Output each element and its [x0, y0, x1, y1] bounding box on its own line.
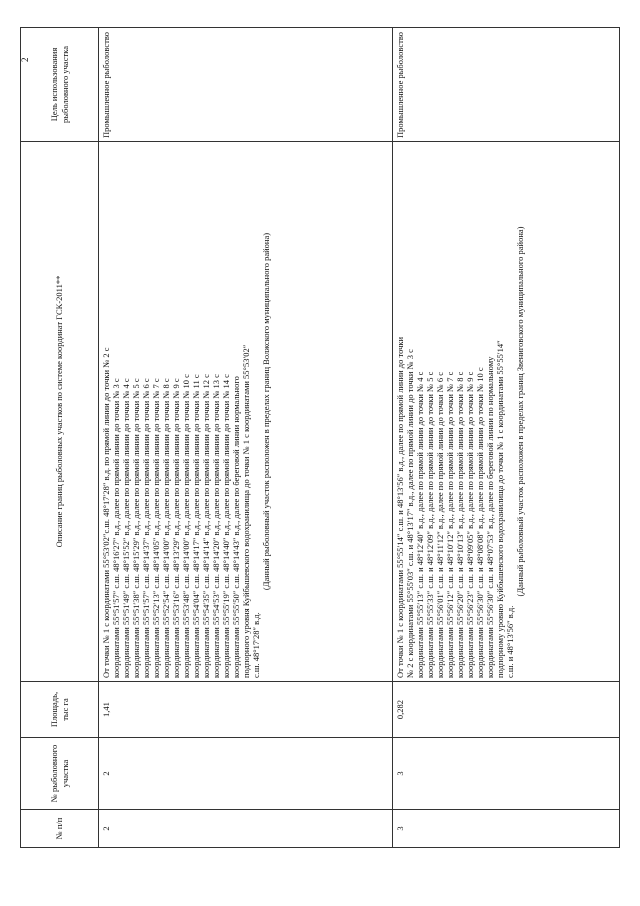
- description-line: № 2 с координатами 55°55′03″ с.ш. и 48°13′17″ в.д., далее по прямой линии до точки № 3 с: [405, 349, 416, 678]
- description-line: координатами 55°55′33″ с.ш. и 48°12′09″ в.д., далее по прямой линии до точки № 5 с: [425, 371, 436, 678]
- location-note: (Данный рыболовный участок расположен в пределах границ Звениговского муниципального района): [515, 226, 526, 597]
- table-row: [99, 28, 393, 848]
- description-line: координатами 55°51′38″ с.ш. 48°15′29″ в.д., далее по прямой линии до точки № 5 с: [131, 378, 142, 678]
- description-line: координатами 55°56′30″ с.ш. и 48°08′08″ в.д., далее по прямой линии до точки № 10 с: [475, 367, 486, 678]
- description-line: координатами 55°53′48″ с.ш. 48°14′00″ в.д., далее по прямой линии до точки № 10 с: [181, 374, 192, 678]
- description-line: подпорного уровня Куйбышевского водохранилища до точки № 1 с координатами 55°53′02″: [241, 344, 252, 678]
- row-site-number: 2: [99, 738, 393, 810]
- description-line: подпорному уровню Куйбышевского водохранилища до точки № 1 с координатами 55°55′14″: [495, 340, 506, 678]
- row-area: 1,41: [99, 682, 393, 738]
- description-line: координатами 55°56′23″ с.ш. и 48°09′05″ в.д., далее по прямой линии до точки № 9 с: [465, 371, 476, 678]
- description-line: координатами 55°56′20″ с.ш. и 48°10′13″ в.д., далее по прямой линии до точки № 8 с: [455, 371, 466, 678]
- description-line: координатами 55°51′49″ с.ш. 48°15′52″ в.д., далее по прямой линии до точки № 4 с: [121, 378, 132, 678]
- row-area: 0,282: [393, 682, 620, 738]
- header-area: Площадь, тыс га: [21, 682, 99, 738]
- description-line: координатами 55°55′13″ с.ш. и 48°12′40″ в.д., далее по прямой линии до точки № 4 с: [415, 371, 426, 678]
- description-line: координатами 55°51′57″ с.ш. 48°16′27″ в.д., далее по прямой линии до точки № 3 с: [111, 378, 122, 678]
- description-line: координатами 55°53′16″ с.ш. 48°13′29″ в.д., далее по прямой линии до точки № 9 с: [171, 378, 182, 678]
- row-purpose: Промышленное рыболовство: [393, 28, 620, 142]
- location-note: (Данный рыболовный участок расположен в пределах границ Волжского муниципального района): [261, 232, 272, 591]
- row-description: [99, 142, 393, 682]
- description-line: координатами 55°54′35″ с.ш. 48°14′14″ в.д., далее по прямой линии до точки № 12 с: [201, 374, 212, 678]
- header-num: № п/п: [21, 810, 99, 848]
- description-line: От точки № 1 с координатами 55°53′02″с.ш. 48°17′28″ в.д. по прямой линии до точки № 2 с: [101, 347, 111, 678]
- row-purpose: Промышленное рыболовство: [99, 28, 393, 142]
- description-line: координатами 55°55′19″ с.ш. 48°14′40″ в.д., далее по прямой линии до точки № 14 с: [221, 374, 232, 678]
- row-num: 2: [99, 810, 393, 848]
- description-line: координатами 55°54′53″ с.ш. 48°14′20″ в.д., далее по прямой линии до точки № 13 с: [211, 374, 222, 678]
- description-line: координатами 55°52′54″ с.ш. 48°14′00″ в.д., далее по прямой линии до точки № 8 с: [161, 378, 172, 678]
- table-header-row: [21, 28, 99, 848]
- description-line: координатами 55°51′57″ с.ш. 48°14′37″ в.д., далее по прямой линии до точки № 6 с: [141, 378, 152, 678]
- description-line: От точки № 1 с координатами 55°55′14″ с.ш. и 48°13′56″ в.д., далее по прямой линии до точки: [395, 336, 406, 678]
- description-line: координатами 55°56′12″ с.ш. и 48°10′12″ в.д., далее по прямой линии до точки № 7 с: [445, 371, 456, 678]
- rotated-page-content: [20, 28, 620, 848]
- header-site-number: № рыболовного участка: [21, 738, 99, 810]
- row-description: [393, 142, 620, 682]
- description-line: координатами 55°54′04″ с.ш. 48°14′17″ в.д., далее по прямой линии до точки № 11 с: [191, 374, 202, 678]
- header-description: Описание границ рыболовных участков по системе координат ГСК-2011**: [21, 142, 99, 682]
- row-num: 3: [393, 810, 620, 848]
- fishing-sites-table: [20, 27, 620, 848]
- description-line: координатами 55°56′30″ с.ш. и 48°07′53″ в.д., далее по береговой линии по нормальному: [485, 356, 496, 678]
- page-number: 2: [20, 57, 30, 62]
- description-line: координатами 55°52′13″ с.ш. 48°14′05″ в.д., далее по прямой линии до точки № 7 с: [151, 378, 162, 678]
- table-row: [393, 28, 620, 848]
- description-line: с.ш. и 48°13′56″ в.д.: [505, 605, 516, 678]
- header-purpose: Цель использования рыболовного участка: [21, 28, 99, 142]
- description-line: координатами 55°56′01″ с.ш. и 48°11′12″ в.д., далее по прямой линии до точки № 6 с: [435, 371, 446, 678]
- description-line: с.ш. 48°17′28″ в.д.: [251, 612, 262, 678]
- row-site-number: 3: [393, 738, 620, 810]
- description-line: координатами 55°55′50″ с.ш. 48°14′43″ в.д., далее по береговой линии нормального: [231, 376, 242, 678]
